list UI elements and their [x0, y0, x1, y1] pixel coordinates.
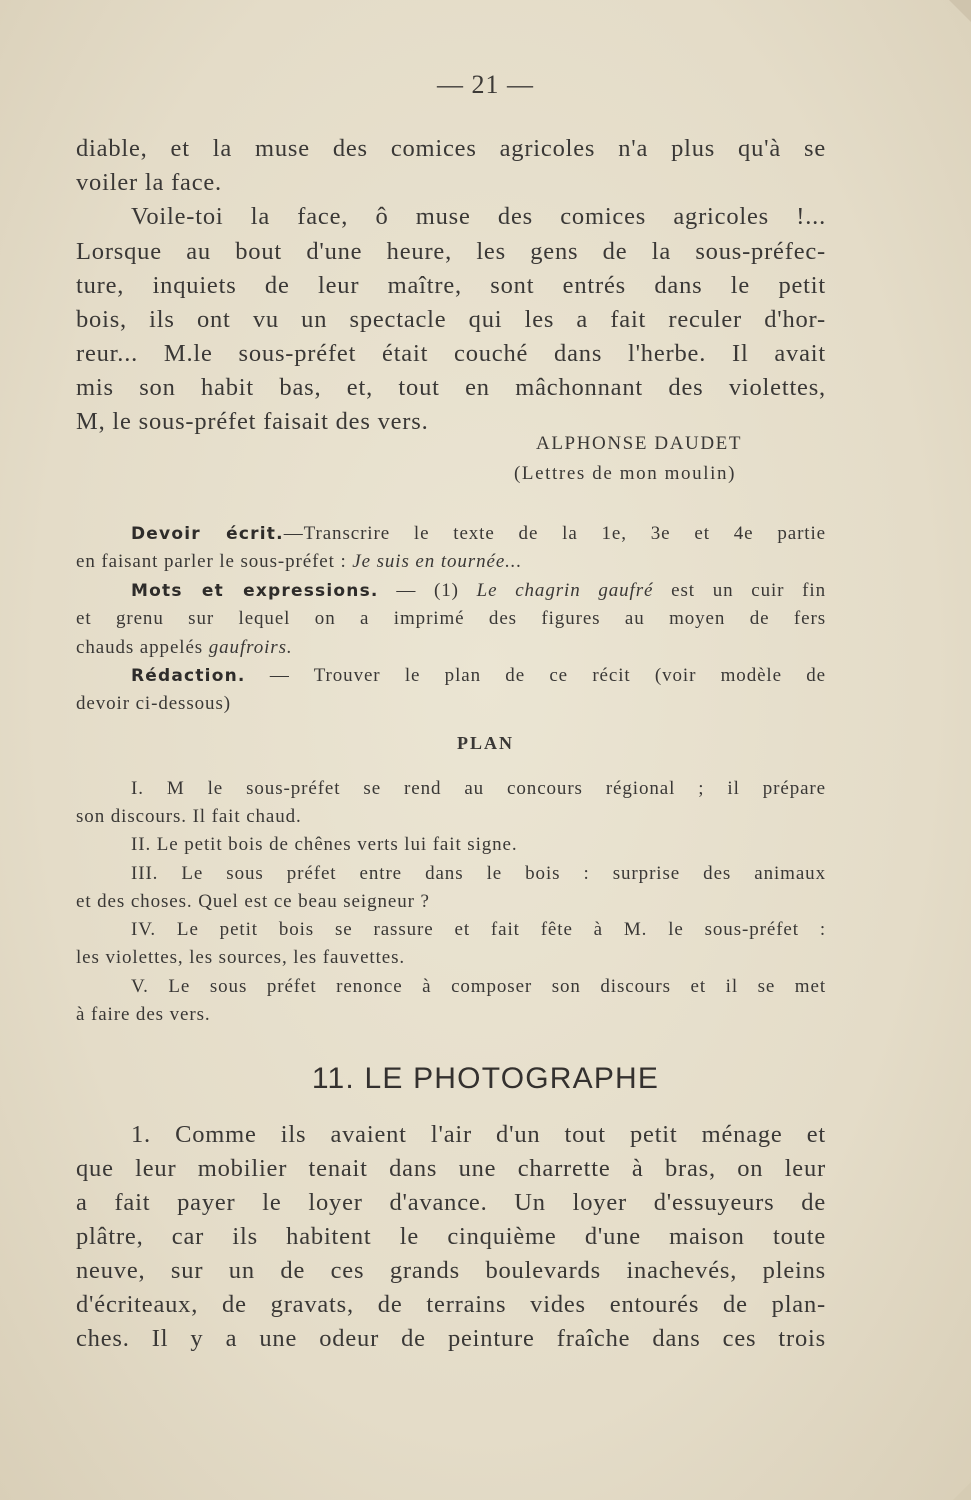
mots-line3: [76, 634, 826, 662]
excerpt-line: bois, ils ont vu un spectacle qui les a fait reculer d'hor-: [76, 306, 826, 333]
chapter-title: 11. LE PHOTOGRAPHE: [311, 1062, 660, 1095]
chapter-line: d'écriteaux, de gravats, de terrains vides entourés de plan-: [76, 1291, 826, 1318]
redaction-text: — Trouver le plan de ce récit (voir modèle de: [269, 665, 826, 686]
chapter-line: plâtre, car ils habitent le cinquième d'une maison toute: [76, 1223, 826, 1250]
mots-text: est un cuir fin: [671, 580, 826, 601]
exercise-devoir: [131, 520, 826, 548]
excerpt-line: reur... M.le sous-préfet était couché dans l'herbe. Il avait: [76, 340, 826, 367]
excerpt-line: Voile-toi la face, ô muse des comices agricoles !...: [131, 203, 826, 230]
excerpt-line: diable, et la muse des comices agricoles n'a plus qu'à se: [76, 135, 826, 162]
excerpt-line: M, le sous-préfet faisait des vers.: [76, 408, 429, 435]
plan-line: III. Le sous préfet entre dans le bois : surprise des animaux: [131, 863, 826, 884]
excerpt-line: mis son habit bas, et, tout en mâchonnant des violettes,: [76, 374, 826, 401]
excerpt-line: ture, inquiets de leur maître, sont entrés dans le petit: [76, 272, 826, 299]
mots-term: Le chagrin gaufré: [476, 580, 654, 601]
page-number: — 21 —: [437, 70, 534, 99]
author-name: ALPHONSE DAUDET: [536, 433, 743, 454]
page-corner-bottom-right: [953, 1482, 971, 1500]
chapter-line: 1. Comme ils avaient l'air d'un tout petit ménage et: [131, 1121, 826, 1148]
mots-text-line3: chauds appelés: [76, 637, 204, 658]
mots-term2: gaufroirs.: [208, 637, 293, 658]
plan-line: IV. Le petit bois se rassure et fait fête à M. le sous-préfet :: [131, 919, 826, 940]
source-title: (Lettres de mon moulin): [514, 463, 737, 484]
devoir-text: —Transcrire le texte de la 1e, 3e et 4e partie: [283, 523, 826, 544]
exercise-redaction: [131, 662, 826, 690]
chapter-line: a fait payer le loyer d'avance. Un loyer d'essuyeurs de: [76, 1189, 826, 1216]
plan-title: PLAN: [457, 733, 514, 753]
plan-line: les violettes, les sources, les fauvettes.: [76, 947, 406, 968]
redaction-line2: devoir ci-dessous): [76, 693, 231, 714]
plan-line: et des choses. Quel est ce beau seigneur ?: [76, 891, 430, 912]
mots-ref: — (1): [396, 580, 459, 601]
chapter-line: neuve, sur un de ces grands boulevards inachevés, pleins: [76, 1257, 826, 1284]
plan-line: son discours. Il fait chaud.: [76, 806, 302, 827]
chapter-line: que leur mobilier tenait dans une charrette à bras, on leur: [76, 1155, 826, 1182]
mots-heading: Mots et expressions.: [131, 581, 379, 601]
plan-line: V. Le sous préfet renonce à composer son discours et il se met: [131, 976, 826, 997]
page-corner-top-right: [949, 0, 971, 22]
devoir-text-line2: en faisant parler le sous-préfet :: [76, 551, 347, 572]
excerpt-line: Lorsque au bout d'une heure, les gens de la sous-préfec-: [76, 238, 826, 265]
redaction-heading: Rédaction.: [131, 666, 246, 686]
plan-line: I. M le sous-préfet se rend au concours régional ; il prépare: [131, 778, 826, 799]
exercise-mots: [131, 577, 826, 605]
devoir-quote: Je suis en tournée...: [352, 551, 523, 572]
plan-line: II. Le petit bois de chênes verts lui fait signe.: [131, 834, 518, 855]
mots-line2: et grenu sur lequel on a imprimé des figures au moyen de fers: [76, 608, 826, 629]
exercise-devoir-line2: [76, 548, 826, 576]
devoir-heading: Devoir écrit.: [131, 524, 284, 544]
excerpt-line: voiler la face.: [76, 169, 222, 196]
plan-line: à faire des vers.: [76, 1004, 211, 1025]
chapter-line: ches. Il y a une odeur de peinture fraîche dans ces trois: [76, 1325, 826, 1352]
